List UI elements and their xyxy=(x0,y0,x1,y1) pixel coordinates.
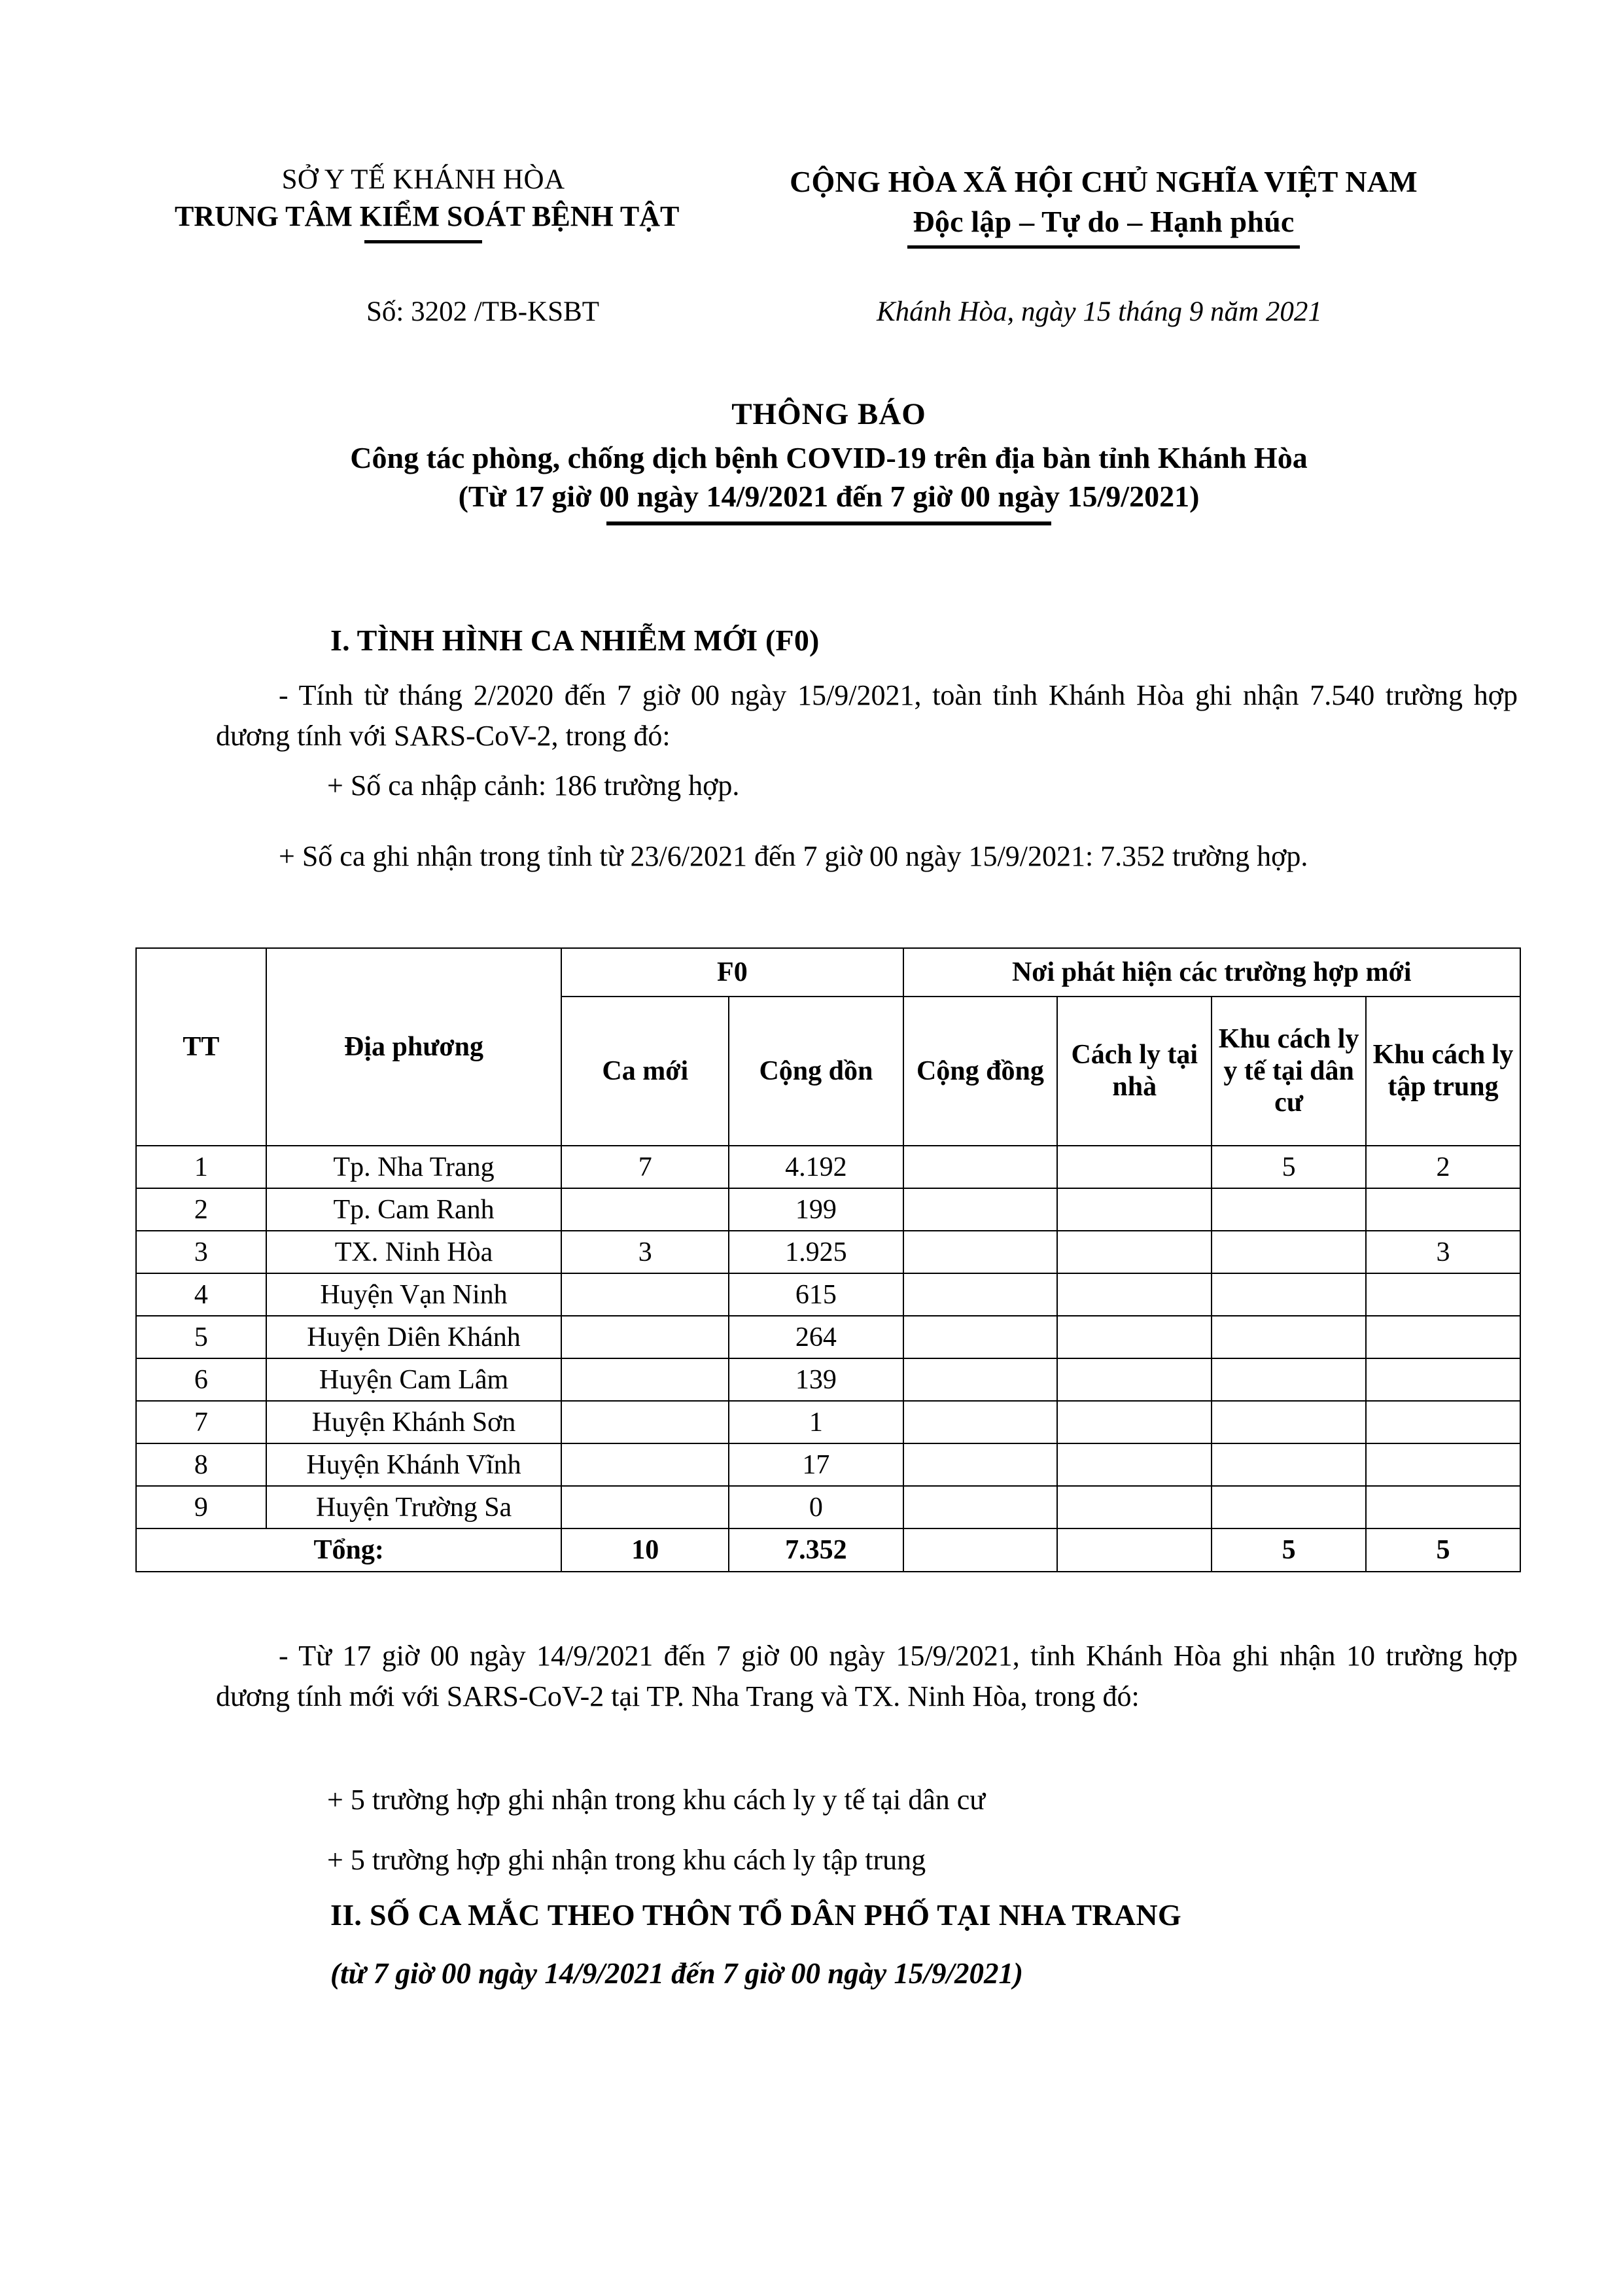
cell-tt: 2 xyxy=(136,1188,266,1231)
title-block xyxy=(135,396,1522,525)
section-2-heading: II. SỐ CA MẮC THEO THÔN TỔ DÂN PHỐ TẠI NHA TRANG xyxy=(330,1898,1181,1932)
cell-locality: Huyện Trường Sa xyxy=(266,1486,561,1528)
cell-new-cases xyxy=(561,1358,729,1401)
table-row xyxy=(136,1231,1520,1273)
document-subject: Công tác phòng, chống dịch bệnh COVID-19 trên địa bàn tỉnh Khánh Hòa xyxy=(350,441,1308,475)
cell-medical xyxy=(1212,1188,1366,1231)
cell-locality: Huyện Khánh Vĩnh xyxy=(266,1443,561,1486)
cell-community xyxy=(903,1443,1058,1486)
section-2-subheading: (từ 7 giờ 00 ngày 14/9/2021 đến 7 giờ 00 ngày 15/9/2021) xyxy=(330,1957,1023,1990)
total-cumulative: 7.352 xyxy=(729,1528,903,1572)
cell-home xyxy=(1057,1231,1212,1273)
cell-locality: Huyện Vạn Ninh xyxy=(266,1273,561,1316)
cell-new-cases: 7 xyxy=(561,1146,729,1188)
cell-locality: Huyện Diên Khánh xyxy=(266,1316,561,1358)
th-medical-quarantine-residential: Khu cách ly y tế tại dân cư xyxy=(1212,997,1366,1146)
case-summary-table xyxy=(135,947,1521,1572)
cell-medical xyxy=(1212,1358,1366,1401)
cell-medical xyxy=(1212,1401,1366,1443)
table-foot xyxy=(136,1528,1520,1572)
cell-new-cases xyxy=(561,1273,729,1316)
cell-centralized: 2 xyxy=(1366,1146,1520,1188)
section-1-paragraph-2: + Số ca ghi nhận trong tỉnh từ 23/6/2021 đến 7 giờ 00 ngày 15/9/2021: 7.352 trường hợp. xyxy=(279,840,1308,872)
table-row xyxy=(136,1401,1520,1443)
place-and-date: Khánh Hòa, ngày 15 tháng 9 năm 2021 xyxy=(877,296,1322,327)
table-row xyxy=(136,1443,1520,1486)
cell-community xyxy=(903,1316,1058,1358)
cell-home xyxy=(1057,1443,1212,1486)
th-locality: Địa phương xyxy=(266,948,561,1146)
cell-medical xyxy=(1212,1486,1366,1528)
th-cumulative: Cộng dồn xyxy=(729,997,903,1146)
table-row xyxy=(136,1358,1520,1401)
th-community: Cộng đồng xyxy=(903,997,1058,1146)
cell-tt: 8 xyxy=(136,1443,266,1486)
section-1-paragraph-1: - Tính từ tháng 2/2020 đến 7 giờ 00 ngày 15/9/2021, toàn tỉnh Khánh Hòa ghi nhận 7.540 trường hợp dương tính với SARS-CoV-2, trong đó: xyxy=(216,679,1518,752)
cell-community xyxy=(903,1231,1058,1273)
cell-centralized xyxy=(1366,1358,1520,1401)
table-row xyxy=(136,1486,1520,1528)
th-group-detection-place: Nơi phát hiện các trường hợp mới xyxy=(903,948,1521,997)
table-row xyxy=(136,1316,1520,1358)
cell-community xyxy=(903,1188,1058,1231)
section-1-paragraph-3: - Từ 17 giờ 00 ngày 14/9/2021 đến 7 giờ 00 ngày 15/9/2021, tỉnh Khánh Hòa ghi nhận 10 trường hợp dương tính mới với SARS-CoV-2 tại TP. Nha Trang và TX. Ninh Hòa, trong đó: xyxy=(216,1640,1518,1713)
national-heading-block xyxy=(672,164,1522,249)
cell-new-cases xyxy=(561,1443,729,1486)
cell-centralized xyxy=(1366,1486,1520,1528)
cell-centralized xyxy=(1366,1188,1520,1231)
cell-new-cases xyxy=(561,1486,729,1528)
cell-community xyxy=(903,1358,1058,1401)
document-header xyxy=(135,164,1522,249)
cell-community xyxy=(903,1273,1058,1316)
cell-cumulative: 0 xyxy=(729,1486,903,1528)
table-row xyxy=(136,1188,1520,1231)
cell-tt: 9 xyxy=(136,1486,266,1528)
cell-community xyxy=(903,1146,1058,1188)
cell-tt: 7 xyxy=(136,1401,266,1443)
cell-locality: TX. Ninh Hòa xyxy=(266,1231,561,1273)
cell-tt: 4 xyxy=(136,1273,266,1316)
cell-centralized xyxy=(1366,1401,1520,1443)
cell-locality: Tp. Nha Trang xyxy=(266,1146,561,1188)
table-body xyxy=(136,1146,1520,1528)
total-community xyxy=(903,1528,1058,1572)
table-total-row xyxy=(136,1528,1520,1572)
cell-home xyxy=(1057,1316,1212,1358)
cell-home xyxy=(1057,1188,1212,1231)
th-new-cases: Ca mới xyxy=(561,997,729,1146)
case-summary-table-wrapper xyxy=(135,947,1521,1572)
table-header-row-groups xyxy=(136,948,1520,997)
total-new-cases: 10 xyxy=(561,1528,729,1572)
cell-medical xyxy=(1212,1231,1366,1273)
cell-home xyxy=(1057,1146,1212,1188)
section-1-bullet-centralized-quarantine: + 5 trường hợp ghi nhận trong khu cách ly tập trung xyxy=(327,1844,926,1876)
cell-cumulative: 4.192 xyxy=(729,1146,903,1188)
cell-community xyxy=(903,1486,1058,1528)
table-row xyxy=(136,1146,1520,1188)
table-row xyxy=(136,1273,1520,1316)
cell-cumulative: 1.925 xyxy=(729,1231,903,1273)
cell-new-cases xyxy=(561,1401,729,1443)
cell-new-cases xyxy=(561,1188,729,1231)
cell-cumulative: 615 xyxy=(729,1273,903,1316)
cell-home xyxy=(1057,1273,1212,1316)
th-home-quarantine: Cách ly tại nhà xyxy=(1057,997,1212,1146)
table-head xyxy=(136,948,1520,1146)
th-centralized-quarantine: Khu cách ly tập trung xyxy=(1366,997,1520,1146)
total-home-quarantine xyxy=(1057,1528,1212,1572)
cell-cumulative: 199 xyxy=(729,1188,903,1231)
document-period: (Từ 17 giờ 00 ngày 14/9/2021 đến 7 giờ 00 ngày 15/9/2021) xyxy=(458,480,1200,514)
national-motto: Độc lập – Tự do – Hạnh phúc xyxy=(913,205,1295,239)
section-1-bullet-medical-quarantine: + 5 trường hợp ghi nhận trong khu cách ly y tế tại dân cư xyxy=(327,1784,986,1816)
cell-medical xyxy=(1212,1273,1366,1316)
cell-tt: 1 xyxy=(136,1146,266,1188)
document-type-title: THÔNG BÁO xyxy=(731,397,926,431)
center-name: TRUNG TÂM KIỂM SOÁT BỆNH TẬT xyxy=(175,200,680,232)
cell-new-cases: 3 xyxy=(561,1231,729,1273)
cell-home xyxy=(1057,1401,1212,1443)
issuing-authority-block xyxy=(135,164,680,243)
th-group-f0: F0 xyxy=(561,948,903,997)
cell-cumulative: 139 xyxy=(729,1358,903,1401)
cell-locality: Huyện Khánh Sơn xyxy=(266,1401,561,1443)
country-name: CỘNG HÒA XÃ HỘI CHỦ NGHĨA VIỆT NAM xyxy=(790,165,1418,198)
cell-locality: Huyện Cam Lâm xyxy=(266,1358,561,1401)
cell-medical xyxy=(1212,1316,1366,1358)
section-1-bullet-entry-cases: + Số ca nhập cảnh: 186 trường hợp. xyxy=(327,769,740,802)
cell-cumulative: 17 xyxy=(729,1443,903,1486)
cell-home xyxy=(1057,1358,1212,1401)
section-1-heading: I. TÌNH HÌNH CA NHIỄM MỚI (F0) xyxy=(330,624,820,657)
cell-community xyxy=(903,1401,1058,1443)
header-left-divider xyxy=(364,240,482,243)
total-label: Tổng: xyxy=(136,1528,561,1572)
cell-cumulative: 1 xyxy=(729,1401,903,1443)
header-right-divider xyxy=(907,245,1300,249)
cell-centralized xyxy=(1366,1273,1520,1316)
cell-medical xyxy=(1212,1443,1366,1486)
department-name: SỞ Y TẾ KHÁNH HÒA xyxy=(281,164,565,195)
cell-tt: 3 xyxy=(136,1231,266,1273)
total-centralized-quarantine: 5 xyxy=(1366,1528,1520,1572)
total-medical-quarantine: 5 xyxy=(1212,1528,1366,1572)
document-number: Số: 3202 /TB-KSBT xyxy=(366,296,599,327)
title-divider xyxy=(606,521,1051,525)
th-tt: TT xyxy=(136,948,266,1146)
cell-centralized xyxy=(1366,1443,1520,1486)
cell-new-cases xyxy=(561,1316,729,1358)
cell-home xyxy=(1057,1486,1212,1528)
cell-medical: 5 xyxy=(1212,1146,1366,1188)
cell-tt: 6 xyxy=(136,1358,266,1401)
cell-cumulative: 264 xyxy=(729,1316,903,1358)
cell-centralized xyxy=(1366,1316,1520,1358)
cell-tt: 5 xyxy=(136,1316,266,1358)
cell-centralized: 3 xyxy=(1366,1231,1520,1273)
cell-locality: Tp. Cam Ranh xyxy=(266,1188,561,1231)
